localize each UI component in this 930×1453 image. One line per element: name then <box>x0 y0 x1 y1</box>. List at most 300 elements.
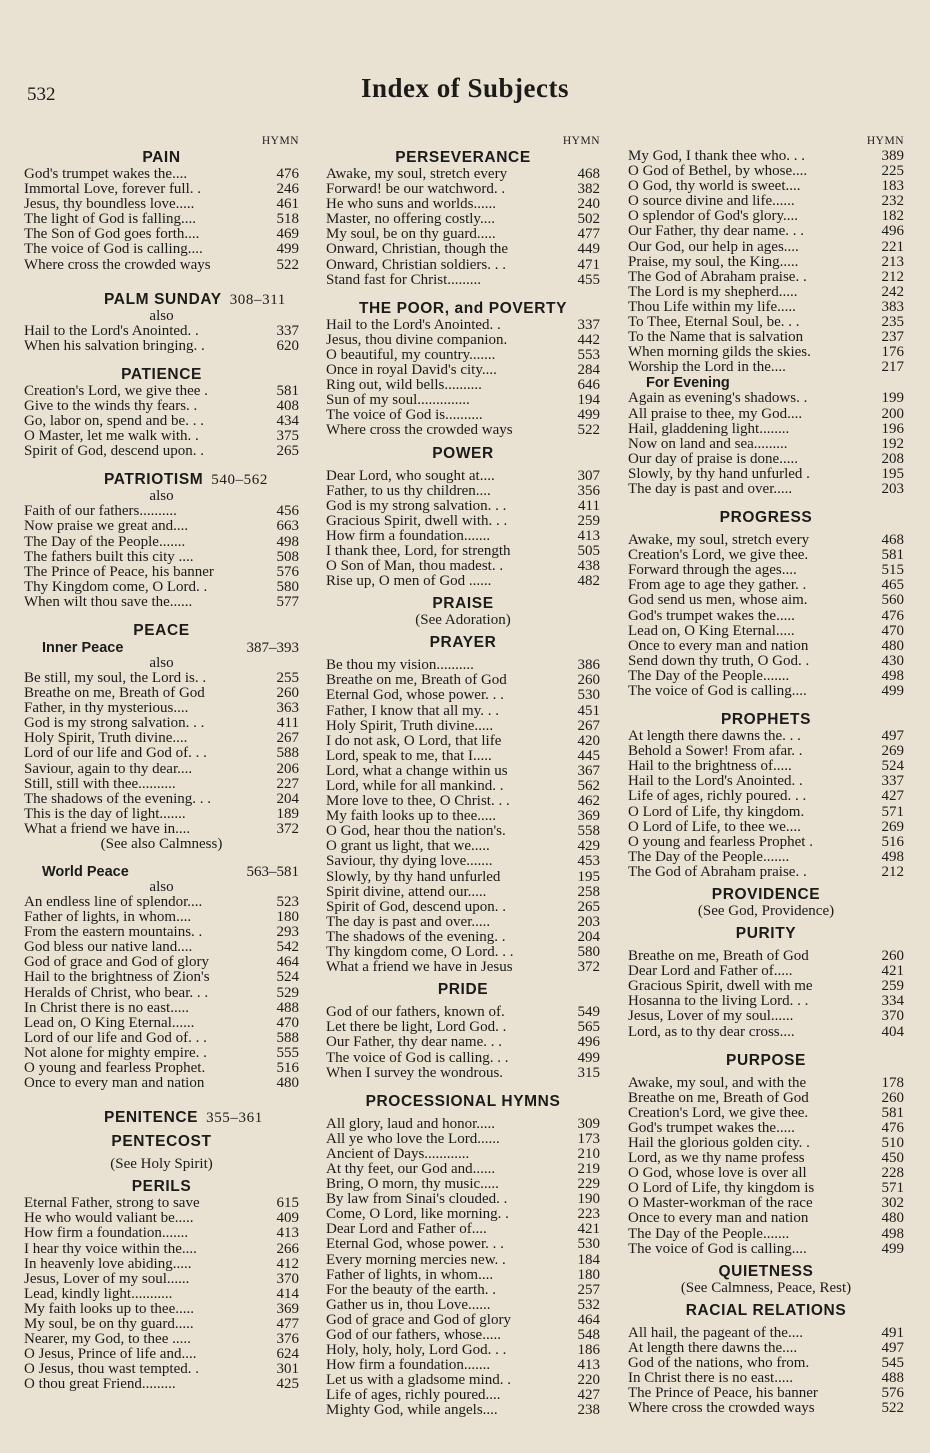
hymn-first-line: O beautiful, my country....... <box>326 347 496 363</box>
index-entry <box>24 895 299 910</box>
hymn-number: 522 <box>276 256 299 273</box>
hymn-number: 476 <box>881 1119 904 1136</box>
subheading-title: Inner Peace <box>42 639 124 656</box>
hymn-column-header: HYMN <box>562 135 600 147</box>
hymn-number: 203 <box>881 480 904 497</box>
hymn-number: 307 <box>577 467 600 484</box>
index-entry <box>628 1181 904 1196</box>
hymn-first-line: Now on land and sea......... <box>628 436 788 452</box>
subheading-title: World Peace <box>42 864 129 880</box>
index-entry <box>24 429 299 444</box>
hymn-first-line: The Day of the People....... <box>628 1226 790 1242</box>
subject-title: PENTECOST <box>111 1133 212 1151</box>
hymn-first-line: Life of ages, richly poured. . . <box>628 789 807 805</box>
hymn-first-line: All hail, the pageant of the.... <box>628 1325 803 1341</box>
hymn-number: 462 <box>577 793 600 810</box>
hymn-number: 369 <box>276 1300 299 1317</box>
hymn-number: 265 <box>276 443 299 460</box>
hymn-number: 482 <box>577 573 600 590</box>
section-gap <box>24 459 299 471</box>
hymn-number: 409 <box>276 1210 299 1227</box>
hymn-number: 412 <box>276 1255 299 1272</box>
hymn-number: 558 <box>577 823 600 840</box>
index-entry <box>326 1298 600 1313</box>
hymn-first-line: He who would valiant be..... <box>24 1211 194 1227</box>
index-entry <box>24 565 299 580</box>
hymn-number: 408 <box>276 397 299 414</box>
hymn-first-line: Sun of my soul.............. <box>326 393 470 409</box>
index-entry <box>628 240 904 255</box>
index-entry <box>326 824 600 839</box>
hymn-number: 337 <box>577 316 600 333</box>
hymn-number: 499 <box>577 1049 600 1066</box>
subject-title: PAIN <box>142 149 181 166</box>
index-entry <box>326 393 600 408</box>
hymn-number: 200 <box>881 405 904 422</box>
hymn-first-line: How firm a foundation....... <box>326 528 491 544</box>
hymn-number: 545 <box>881 1354 904 1371</box>
hymn-number: 515 <box>881 562 904 579</box>
hymn-first-line: Ring out, wild bells.......... <box>326 378 482 394</box>
subject-title: PRAISE <box>432 595 494 613</box>
index-entry <box>24 399 299 414</box>
index-entry <box>24 822 299 837</box>
hymn-number: 414 <box>276 1285 299 1302</box>
index-entry <box>326 658 600 673</box>
hymn-first-line: Our God, our help in ages.... <box>628 239 799 255</box>
hymn-first-line: O grant us light, that we..... <box>326 839 490 855</box>
subject-heading <box>326 634 600 652</box>
hymn-first-line: O Son of Man, thou madest. . <box>326 559 504 575</box>
hymn-first-line: God's trumpet wakes the..... <box>628 1120 795 1136</box>
hymn-number: 421 <box>577 1221 600 1238</box>
hymn-number: 370 <box>881 1008 904 1025</box>
hymn-number: 453 <box>577 853 600 870</box>
index-entry <box>628 729 904 744</box>
index-entry <box>326 930 600 945</box>
subject-title: PEACE <box>133 621 190 639</box>
index-entry <box>628 820 904 835</box>
index-entry <box>24 197 299 212</box>
hymn-number: 480 <box>881 1210 904 1227</box>
hymn-first-line: Once to every man and nation <box>628 638 809 654</box>
hymn-first-line: Creation's Lord, we give thee. <box>628 548 809 564</box>
hymn-number: 488 <box>276 999 299 1016</box>
index-entry <box>628 224 904 239</box>
hymn-first-line: God of the nations, who from. <box>628 1355 810 1371</box>
hymn-number: 497 <box>881 1339 904 1356</box>
index-entry <box>326 1358 600 1373</box>
hymn-first-line: Come, O Lord, like morning. . <box>326 1207 509 1223</box>
hymn-first-line: Breathe on me, Breath of God <box>326 673 507 689</box>
index-entry <box>24 414 299 429</box>
hymn-first-line: O splendor of God's glory.... <box>628 209 799 225</box>
hymn-first-line: The voice of God is.......... <box>326 408 483 424</box>
section-gap <box>628 699 904 711</box>
hymn-first-line: When wilt thou save the...... <box>24 594 193 610</box>
hymn-first-line: This is the day of light....... <box>24 806 186 822</box>
hymn-number: 497 <box>881 728 904 745</box>
hymn-first-line: The God of Abraham praise. . <box>628 269 807 285</box>
hymn-number: 269 <box>881 743 904 760</box>
index-entry <box>628 209 904 224</box>
hymn-first-line: From age to age they gather. . <box>628 578 807 594</box>
index-entry <box>628 1136 904 1151</box>
hymn-range: 563–581 <box>246 864 299 880</box>
subject-title: PROPHETS <box>720 711 812 729</box>
index-entry <box>24 955 299 970</box>
index-entry <box>326 885 600 900</box>
index-entry <box>628 467 904 482</box>
hymn-first-line: Faith of our fathers.......... <box>24 504 177 520</box>
hymn-number: 225 <box>881 163 904 180</box>
index-entry <box>628 609 904 624</box>
page-number: 532 <box>27 84 56 105</box>
hymn-number: 235 <box>881 314 904 331</box>
hymn-number: 260 <box>881 1089 904 1106</box>
hymn-first-line: Creation's Lord, we give thee . <box>24 383 208 399</box>
hymn-first-line: Worship the Lord in the.... <box>628 360 786 376</box>
hymn-first-line: Lord, while for all mankind. . <box>326 779 504 794</box>
hymn-first-line: The God of Abraham praise. . <box>628 864 807 880</box>
hymn-first-line: The Day of the People....... <box>628 849 790 865</box>
hymn-number: 372 <box>276 820 299 837</box>
hymn-first-line: An endless line of splendor.... <box>24 895 203 910</box>
hymn-first-line: Nearer, my God, to thee ..... <box>24 1332 191 1348</box>
hymn-number: 499 <box>276 241 299 258</box>
hymn-first-line: God of our fathers, known of. <box>326 1005 505 1021</box>
index-entry <box>24 227 299 242</box>
index-column-3 <box>628 133 904 1416</box>
hymn-first-line: Ancient of Days............ <box>326 1146 470 1162</box>
hymn-first-line: Lead, kindly light........... <box>24 1286 173 1302</box>
hymn-first-line: The Prince of Peace, his banner <box>628 1386 818 1402</box>
index-entry <box>24 1272 299 1287</box>
hymn-number: 265 <box>577 898 600 915</box>
subject-title: THE POOR, and POVERTY <box>358 299 568 317</box>
hymn-first-line: All glory, laud and honor..... <box>326 1116 496 1132</box>
index-entry <box>326 363 600 378</box>
hymn-number: 356 <box>577 482 600 499</box>
subject-title: PRAYER <box>429 634 497 652</box>
hymn-first-line: God is my strong salvation. . . <box>326 498 507 514</box>
section-gap <box>24 354 299 366</box>
index-entry <box>628 1076 904 1091</box>
index-entry <box>326 870 600 885</box>
hymn-number: 449 <box>577 241 600 258</box>
hymn-first-line: The Prince of Peace, his banner <box>24 564 214 580</box>
subheading-title: For Evening <box>646 375 730 392</box>
hymn-first-line: Thou Life within my life..... <box>628 299 796 315</box>
hymn-first-line: Our Father, thy dear name. . . <box>326 1035 503 1051</box>
index-entry <box>628 179 904 194</box>
index-entry <box>628 624 904 639</box>
index-entry <box>24 1377 299 1392</box>
hymn-first-line: Hail to the Lord's Anointed. . <box>326 317 501 333</box>
hymn-number: 464 <box>276 954 299 971</box>
index-entry <box>326 1035 600 1050</box>
subject-heading <box>326 981 600 999</box>
hymn-number: 237 <box>881 329 904 346</box>
index-entry <box>326 227 600 242</box>
index-column-1 <box>24 133 299 1392</box>
hymn-number: 182 <box>881 208 904 225</box>
index-entry <box>24 686 299 701</box>
hymn-first-line: Jesus, thy boundless love..... <box>24 197 195 213</box>
index-entry <box>628 285 904 300</box>
index-entry <box>24 595 299 610</box>
hymn-number: 413 <box>276 1225 299 1242</box>
subject-heading <box>24 1178 299 1196</box>
index-entry <box>628 437 904 452</box>
hymn-first-line: Father, to us thy children.... <box>326 483 491 499</box>
hymn-first-line: More love to thee, O Christ. . . <box>326 794 510 810</box>
hymn-first-line: Hosanna to the living Lord. . . <box>628 994 809 1010</box>
index-entry <box>24 1031 299 1046</box>
hymn-number: 196 <box>881 420 904 437</box>
hymn-first-line: Once to every man and nation <box>24 1076 205 1092</box>
index-entry <box>628 805 904 820</box>
hymn-first-line: I do not ask, O Lord, that life <box>326 733 502 749</box>
index-entry <box>628 1356 904 1371</box>
hymn-first-line: Holy, holy, holy, Lord God. . . <box>326 1343 507 1359</box>
hymn-first-line: The shadows of the evening. . <box>326 929 506 945</box>
subject-heading <box>24 291 299 309</box>
hymn-first-line: Jesus, Lover of my soul...... <box>628 1009 794 1025</box>
hymn-number: 464 <box>577 1311 600 1328</box>
index-entry <box>24 580 299 595</box>
hymn-number: 624 <box>276 1346 299 1363</box>
index-entry <box>628 1371 904 1386</box>
hymn-number: 542 <box>276 939 299 956</box>
index-entry <box>326 794 600 809</box>
hymn-first-line: My faith looks up to thee..... <box>24 1301 194 1317</box>
hymn-number: 663 <box>276 518 299 535</box>
index-entry <box>326 378 600 393</box>
index-entry <box>326 734 600 749</box>
hymn-number: 259 <box>577 512 600 529</box>
index-entry <box>326 915 600 930</box>
index-entry <box>24 384 299 399</box>
hymn-first-line: The voice of God is calling.... <box>628 684 807 699</box>
subject-heading <box>628 1263 904 1281</box>
hymn-first-line: Our day of praise is done..... <box>628 451 798 467</box>
hymn-number: 499 <box>881 683 904 699</box>
subject-title: PROGRESS <box>719 509 813 527</box>
hymn-number: 580 <box>577 944 600 961</box>
hymn-number: 204 <box>276 790 299 807</box>
subject-heading <box>628 1052 904 1070</box>
index-entry <box>628 1242 904 1257</box>
index-entry <box>326 197 600 212</box>
index-entry <box>628 360 904 375</box>
index-entry <box>326 1177 600 1192</box>
section-gap <box>24 273 299 291</box>
hymn-number: 576 <box>276 563 299 580</box>
hymn-number: 228 <box>881 1165 904 1182</box>
hymn-number: 302 <box>881 1195 904 1212</box>
subject-heading <box>24 471 299 489</box>
hymn-number: 315 <box>577 1064 600 1081</box>
subject-heading <box>326 445 600 463</box>
hymn-first-line: Onward, Christian soldiers. . . <box>326 257 506 273</box>
hymn-first-line: Be still, my soul, the Lord is. . <box>24 670 207 686</box>
index-entry <box>326 749 600 764</box>
hymn-first-line: O Lord of Life, to thee we.... <box>628 819 801 835</box>
hymn-number: 498 <box>881 848 904 865</box>
index-entry <box>628 639 904 654</box>
index-entry <box>326 499 600 514</box>
index-entry <box>326 1388 600 1403</box>
hymn-first-line: The shadows of the evening. . . <box>24 791 212 807</box>
index-entry <box>628 1326 904 1341</box>
index-entry <box>628 407 904 422</box>
hymn-first-line: Breathe on me, Breath of God <box>628 1090 809 1106</box>
index-entry <box>24 212 299 227</box>
subheading <box>628 375 904 391</box>
cross-reference-note: (See Adoration) <box>415 612 511 629</box>
index-entry <box>628 578 904 593</box>
subject-heading <box>24 366 299 384</box>
hymn-number: 404 <box>881 1023 904 1040</box>
index-entry <box>628 330 904 345</box>
hymn-first-line: The day is past and over..... <box>628 481 793 497</box>
hymn-number: 571 <box>881 1180 904 1197</box>
hymn-first-line: Hail the glorious golden city. . <box>628 1135 810 1151</box>
hymn-number: 438 <box>577 558 600 575</box>
hymn-first-line: Thy kingdom come, O Lord. . . <box>326 945 514 961</box>
hymn-first-line: In Christ there is no east..... <box>24 1000 189 1016</box>
hymn-first-line: Slowly, by thy hand unfurled <box>326 869 501 885</box>
hymn-number: 488 <box>881 1370 904 1386</box>
hymn-number: 212 <box>881 863 904 880</box>
index-entry <box>326 1313 600 1328</box>
index-entry <box>326 1403 600 1418</box>
hymn-number: 232 <box>881 193 904 210</box>
hymn-first-line: My soul, be on thy guard..... <box>326 227 496 243</box>
subject-title: RACIAL RELATIONS <box>685 1301 847 1319</box>
hymn-first-line: Heralds of Christ, who bear. . . <box>24 985 209 1001</box>
index-entry <box>24 701 299 716</box>
hymn-number: 195 <box>577 868 600 885</box>
hymn-number: 223 <box>577 1206 600 1223</box>
hymn-number: 203 <box>577 913 600 930</box>
index-entry <box>326 1147 600 1162</box>
hymn-first-line: Spirit divine, attend our..... <box>326 884 487 900</box>
hymn-first-line: Eternal God, whose power. . . <box>326 688 504 704</box>
subheading <box>24 864 299 880</box>
hymn-range: 355–361 <box>206 1110 263 1127</box>
index-entry <box>24 1287 299 1302</box>
hymn-first-line: Holy Spirit, Truth divine..... <box>326 718 494 734</box>
hymn-first-line: The voice of God is calling.... <box>24 242 203 258</box>
hymn-first-line: Lord, speak to me, that I..... <box>326 748 492 764</box>
index-entry <box>24 258 299 273</box>
hymn-number: 532 <box>577 1296 600 1313</box>
cross-reference-note: also <box>149 654 174 671</box>
hymn-number: 178 <box>881 1074 904 1091</box>
subject-title: PROVIDENCE <box>711 886 821 904</box>
hymn-first-line: Every morning mercies new. . <box>326 1252 506 1268</box>
hymn-first-line: O Master, let me walk with. . <box>24 429 199 445</box>
hymn-number: 461 <box>276 196 299 213</box>
hymn-number: 301 <box>276 1361 299 1378</box>
index-entry <box>326 1237 600 1252</box>
index-entry <box>326 704 600 719</box>
index-entry <box>628 964 904 979</box>
index-entry <box>628 1025 904 1040</box>
index-entry <box>628 1121 904 1136</box>
hymn-number: 581 <box>881 547 904 564</box>
hymn-number: 442 <box>577 331 600 348</box>
hymn-first-line: Lead on, O King Eternal...... <box>24 1015 195 1031</box>
index-entry <box>628 1151 904 1166</box>
hymn-first-line: Forward! be our watchword. . <box>326 182 506 198</box>
index-entry <box>326 1207 600 1222</box>
section-gap <box>24 610 299 622</box>
subject-title: QUIETNESS <box>718 1262 814 1280</box>
hymn-first-line: Once to every man and nation <box>628 1211 809 1227</box>
hymn-number: 208 <box>881 450 904 467</box>
hymn-first-line: Awake, my soul, stretch every <box>628 533 810 549</box>
hymn-number: 562 <box>577 778 600 794</box>
index-entry <box>326 839 600 854</box>
hymn-number: 267 <box>577 717 600 734</box>
hymn-first-line: Let us with a gladsome mind. . <box>326 1373 511 1389</box>
hymn-first-line: How firm a foundation....... <box>24 1226 189 1242</box>
hymn-first-line: Stand fast for Christ......... <box>326 272 481 288</box>
section-gap <box>24 852 299 864</box>
index-entry <box>24 792 299 807</box>
index-entry <box>326 1066 600 1081</box>
hymn-first-line: O Lord of Life, thy kingdom. <box>628 804 805 820</box>
hymn-first-line: God of grace and God of glory <box>24 955 209 971</box>
subject-heading <box>326 595 600 613</box>
index-entry <box>628 1166 904 1181</box>
hymn-number: 420 <box>577 732 600 749</box>
hymn-number: 499 <box>881 1240 904 1257</box>
hymn-first-line: God of grace and God of glory <box>326 1312 511 1328</box>
index-entry <box>628 1227 904 1242</box>
hymn-first-line: Lord, what a change within us <box>326 763 508 779</box>
hymn-number: 267 <box>276 730 299 747</box>
hymn-first-line: Still, still with thee.......... <box>24 776 176 792</box>
hymn-first-line: How firm a foundation....... <box>326 1358 491 1374</box>
hymn-range: 540–562 <box>211 472 268 489</box>
index-entry <box>628 315 904 330</box>
hymn-first-line: Dear Lord, who sought at.... <box>326 468 495 484</box>
hymn-number: 229 <box>577 1176 600 1193</box>
index-entry <box>326 960 600 975</box>
hymn-number: 480 <box>881 637 904 654</box>
hymn-number: 266 <box>276 1240 299 1257</box>
index-entry <box>24 940 299 955</box>
hymn-first-line: Lead on, O King Eternal..... <box>628 623 795 639</box>
hymn-number: 176 <box>881 344 904 361</box>
hymn-number: 522 <box>881 1400 904 1417</box>
hymn-number: 173 <box>577 1130 600 1147</box>
hymn-first-line: Hail to the Lord's Anointed. . <box>628 774 803 790</box>
hymn-number: 615 <box>276 1195 299 1212</box>
index-entry <box>24 1226 299 1241</box>
hymn-number: 260 <box>276 685 299 702</box>
hymn-first-line: God's trumpet wakes the.... <box>24 167 188 182</box>
index-entry <box>628 1401 904 1416</box>
index-entry <box>628 270 904 285</box>
hymn-first-line: In heavenly love abiding..... <box>24 1256 192 1272</box>
hymn-number: 242 <box>881 283 904 300</box>
hymn-number: 284 <box>577 362 600 379</box>
